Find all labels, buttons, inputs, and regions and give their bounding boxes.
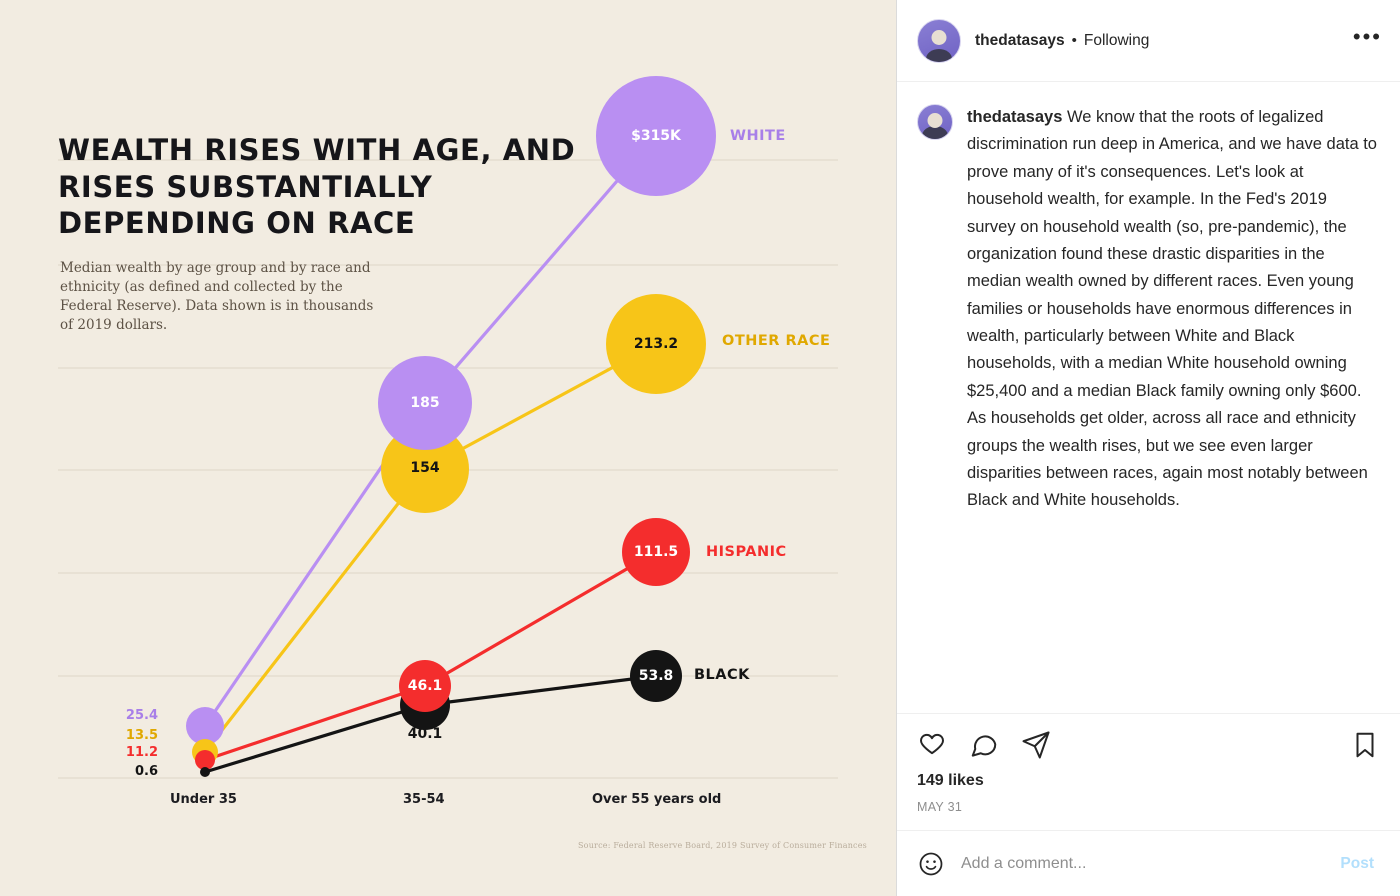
paper-plane-icon[interactable] <box>1021 730 1051 760</box>
speech-bubble-icon[interactable] <box>969 730 999 760</box>
caption-section <box>897 82 1400 713</box>
x-axis-label-under-35: Under 35 <box>170 792 237 807</box>
separator-dot: • <box>1071 32 1077 49</box>
value-label-other-35-54: 154 <box>410 460 440 476</box>
chart-title: WEALTH RISES WITH AGE, AND RISES SUBSTANTIALLY DEPENDING ON RACE <box>58 133 576 241</box>
avatar[interactable] <box>917 104 953 140</box>
caption-body: We know that the roots of legalized discrimination run deep in America, and we have data to prove many of it's consequences. Let's look at household wealth, for example. In the Fed's 2019 survey on household wealth (so, pre-pandemic), the organization found these drastic disparities in the median wealth owned by different races. Even young families or households have enormous differences in wealth, particularly between White and Black households, with a median White household owning $25,400 and a median Black family owning only $600. As households get older, across all race and ethnicity groups the wealth rises, but we see even larger disparities between races, again most notably between Black and White households. <box>967 108 1377 510</box>
value-label-other-under35: 13.5 <box>125 728 158 743</box>
action-bar <box>897 713 1400 766</box>
smiley-face-icon[interactable] <box>917 850 945 878</box>
value-label-black-under35: 0.6 <box>134 764 158 779</box>
post-username[interactable]: thedatasays <box>975 31 1065 49</box>
series-label-black: BLACK <box>694 667 750 683</box>
value-label-other-over55: 213.2 <box>633 336 679 352</box>
value-label-hispanic-35-54: 46.1 <box>407 678 443 694</box>
comment-input[interactable] <box>959 854 1320 874</box>
value-label-white-under35: 25.4 <box>125 708 158 723</box>
avatar[interactable] <box>917 19 961 63</box>
series-label-white: WHITE <box>730 128 786 144</box>
ellipsis-icon[interactable]: ••• <box>1352 23 1382 49</box>
follow-button[interactable]: Following <box>1083 31 1150 49</box>
x-axis-label-35-54: 35-54 <box>403 792 445 807</box>
value-label-white-35-54: 185 <box>410 395 440 411</box>
value-label-black-35-54: 40.1 <box>407 726 443 742</box>
post-comment-button[interactable]: Post <box>1334 854 1380 874</box>
value-label-black-over55: 53.8 <box>638 668 674 684</box>
post-date: MAY 31 <box>917 800 963 814</box>
value-label-hispanic-over55: 111.5 <box>633 544 679 560</box>
heart-icon[interactable] <box>917 730 947 760</box>
post-header <box>897 0 1400 82</box>
post-detail-panel <box>896 0 1400 896</box>
series-label-hispanic: HISPANIC <box>706 544 787 560</box>
series-label-other-race: OTHER RACE <box>722 333 831 349</box>
chart-subtitle: Median wealth by age group and by race and ethnicity (as defined and collected by the Federal Reserve). Data shown is in thousands of 2019 dollars. <box>60 260 374 334</box>
bookmark-icon[interactable] <box>1350 730 1380 760</box>
value-label-white-over55: $315K <box>631 128 681 144</box>
caption-author[interactable]: thedatasays <box>967 108 1063 126</box>
caption-text <box>967 104 1380 713</box>
like-count[interactable]: 149 likes <box>917 772 984 789</box>
comment-bar <box>897 830 1400 896</box>
value-label-hispanic-under35: 11.2 <box>125 745 158 760</box>
x-axis-label-over-55: Over 55 years old <box>592 792 722 807</box>
chart-source: Source: Federal Reserve Board, 2019 Survey of Consumer Finances <box>578 841 867 850</box>
